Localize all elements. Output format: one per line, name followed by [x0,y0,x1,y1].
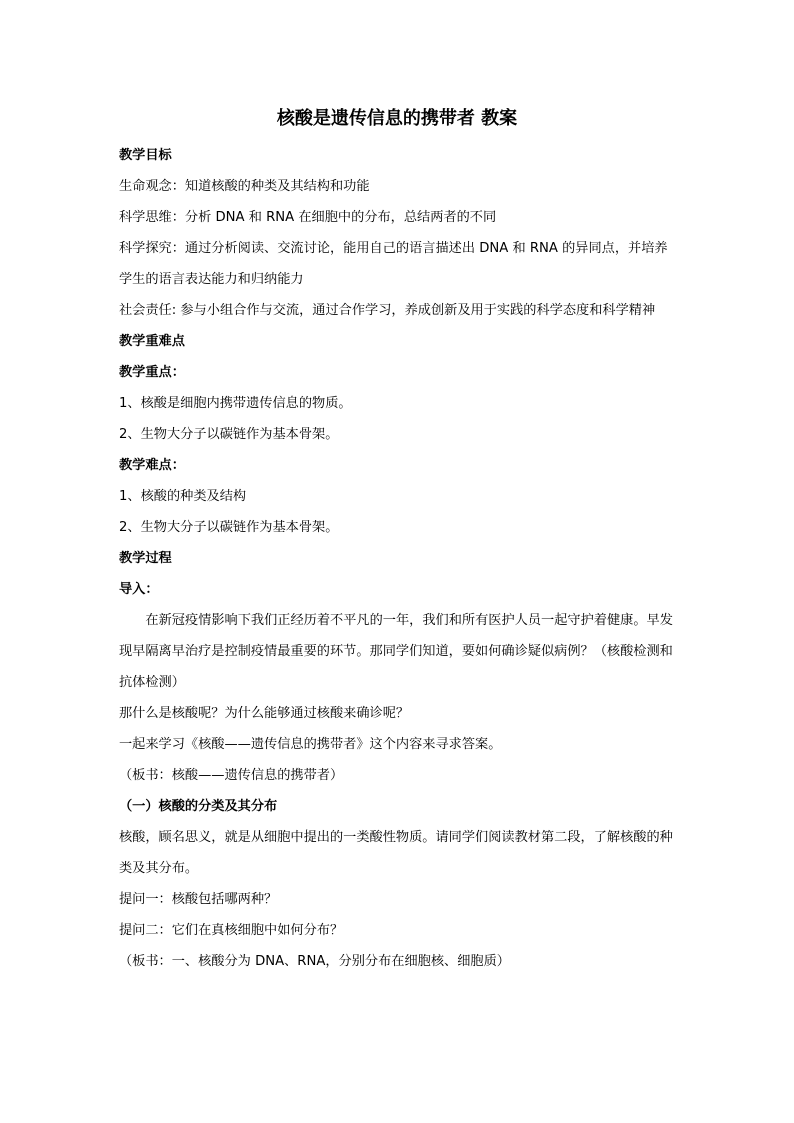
paragraph: 科学探究：通过分析阅读、交流讨论，能用自己的语言描述出 DNA 和 RNA 的异同点，并培养学生的语言表达能力和归纳能力 [119,241,668,287]
section-heading: （一）核酸的分类及其分布 [119,799,278,814]
paragraph: （板书：核酸——遗传信息的携带者） [119,768,344,783]
paragraph: 核酸，顾名思义，就是从细胞中提出的一类酸性物质。请同学们阅读教材第二段，了解核酸的种类及其分布。 [119,830,673,876]
paragraph: 提问二：它们在真核细胞中如何分布？ [119,923,344,938]
section-heading: 教学重难点 [119,334,185,349]
paragraph: （板书：一、核酸分为 DNA、RNA，分别分布在细胞核、细胞质） [119,954,510,969]
paragraph: 1、核酸是细胞内携带遗传信息的物质。 [119,396,352,411]
paragraph: 1、核酸的种类及结构 [119,489,247,504]
paragraph: 2、生物大分子以碳链作为基本骨架。 [119,520,339,535]
section-heading: 教学难点： [119,458,185,473]
paragraph: 生命观念：知道核酸的种类及其结构和功能 [119,179,370,194]
paragraph: 科学思维：分析 DNA 和 RNA 在细胞中的分布，总结两者的不同 [119,210,497,225]
document-body [119,140,679,977]
paragraph: 2、生物大分子以碳链作为基本骨架。 [119,427,339,442]
paragraph: 一起来学习《核酸——遗传信息的携带者》这个内容来寻求答案。 [119,737,502,752]
section-heading: 教学重点： [119,365,185,380]
paragraph: 那什么是核酸呢？为什么能够通过核酸来确诊呢？ [119,706,410,721]
section-heading: 教学目标 [119,148,172,163]
document-title: 核酸是遗传信息的携带者 教案 [276,108,518,129]
paragraph: 社会责任: 参与小组合作与交流，通过合作学习，养成创新及用于实践的科学态度和科学精神 [119,303,656,318]
paragraph: 提问一：核酸包括哪两种？ [119,892,278,907]
section-heading: 教学过程 [119,551,172,566]
paragraph: 在新冠疫情影响下我们正经历着不平凡的一年，我们和所有医护人员一起守护着健康。早发现早隔离早治疗是控制疫情最重要的环节。那同学们知道，要如何确诊疑似病例？（核酸检测和抗体检测） [119,613,673,690]
section-heading: 导入： [119,582,159,597]
